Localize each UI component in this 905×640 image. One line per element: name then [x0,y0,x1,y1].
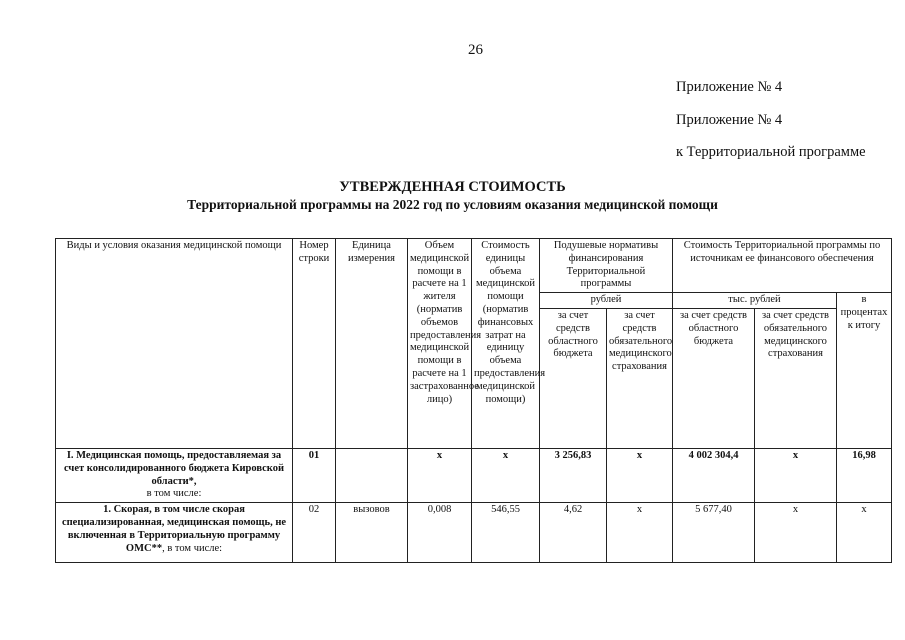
header-row-number: Номер строки [293,239,336,449]
header-sub-oms: за счет средств обязательного медицинского страхования [607,308,673,448]
row-pc-regional: 4,62 [540,503,607,563]
header-sub-regional: за счет средств областного бюджета [540,308,607,448]
row-pc-oms: х [607,503,673,563]
header-percent: в процентах к итогу [837,293,892,449]
header-unit-rub: рублей [540,293,673,309]
row-unit [336,448,408,502]
row-name [56,448,293,502]
header-per-capita-group: Подушевые нормативы финансирования Территориальной программы [540,239,673,293]
page-number: 26 [468,42,483,58]
document-title: УТВЕРЖДЕННАЯ СТОИМОСТЬ [339,179,566,195]
table-row [56,503,892,563]
row-cost: 546,55 [472,503,540,563]
appendix-label-repeat: Приложение № 4 [676,112,783,128]
row-name-suffix: , в том числе: [162,542,223,554]
row-cost-regional: 5 677,40 [673,503,755,563]
header-sub-oms-2: за счет средств обязательного медицинского страхования [755,308,837,448]
row-cost-regional: 4 002 304,4 [673,448,755,502]
header-unit-thous-rub: тыс. рублей [673,293,837,309]
row-name-text: 1. Скорая, в том числе скорая специализированная, медицинская помощь, не включенная в Территориальную программу ОМС** [61,504,287,554]
row-number: 02 [293,503,336,563]
row-name-text: I. Медицинская помощь, предоставляемая за счет консолидированного бюджета Кировской области*, [63,449,285,487]
row-volume: х [408,448,472,502]
cost-table [55,238,892,563]
appendix-label: Приложение № 4 [676,79,783,95]
header-volume: Объем медицинской помощи в расчете на 1 жителя (норматив объемов предоставления медицинской помощи в расчете на 1 застрахованное лицо) [408,239,472,449]
header-unit: Единица измерения [336,239,408,449]
header-sub-regional-2: за счет средств областного бюджета [673,308,755,448]
row-cost-oms: х [755,448,837,502]
row-number: 01 [293,448,336,502]
appendix-reference: к Территориальной программе [676,144,866,160]
row-percent: х [837,503,892,563]
row-name [56,503,293,563]
header-program-cost-group: Стоимость Территориальной программы по источникам ее финансового обеспечения [673,239,892,293]
row-pc-oms: х [607,448,673,502]
header-row-1 [56,239,892,293]
row-name-suffix: в том числе: [146,488,202,500]
document-subtitle: Территориальной программы на 2022 год по условиям оказания медицинской помощи [187,197,718,212]
row-pc-regional: 3 256,83 [540,448,607,502]
row-volume: 0,008 [408,503,472,563]
row-percent: 16,98 [837,448,892,502]
table-row [56,448,892,502]
row-unit: вызовов [336,503,408,563]
row-cost: х [472,448,540,502]
header-types: Виды и условия оказания медицинской помощи [56,239,293,449]
header-cost-unit: Стоимость единицы объема медицинской помощи (норматив финансовых затрат на единицу объема предоставления медицинской помощи) [472,239,540,449]
row-cost-oms: х [755,503,837,563]
